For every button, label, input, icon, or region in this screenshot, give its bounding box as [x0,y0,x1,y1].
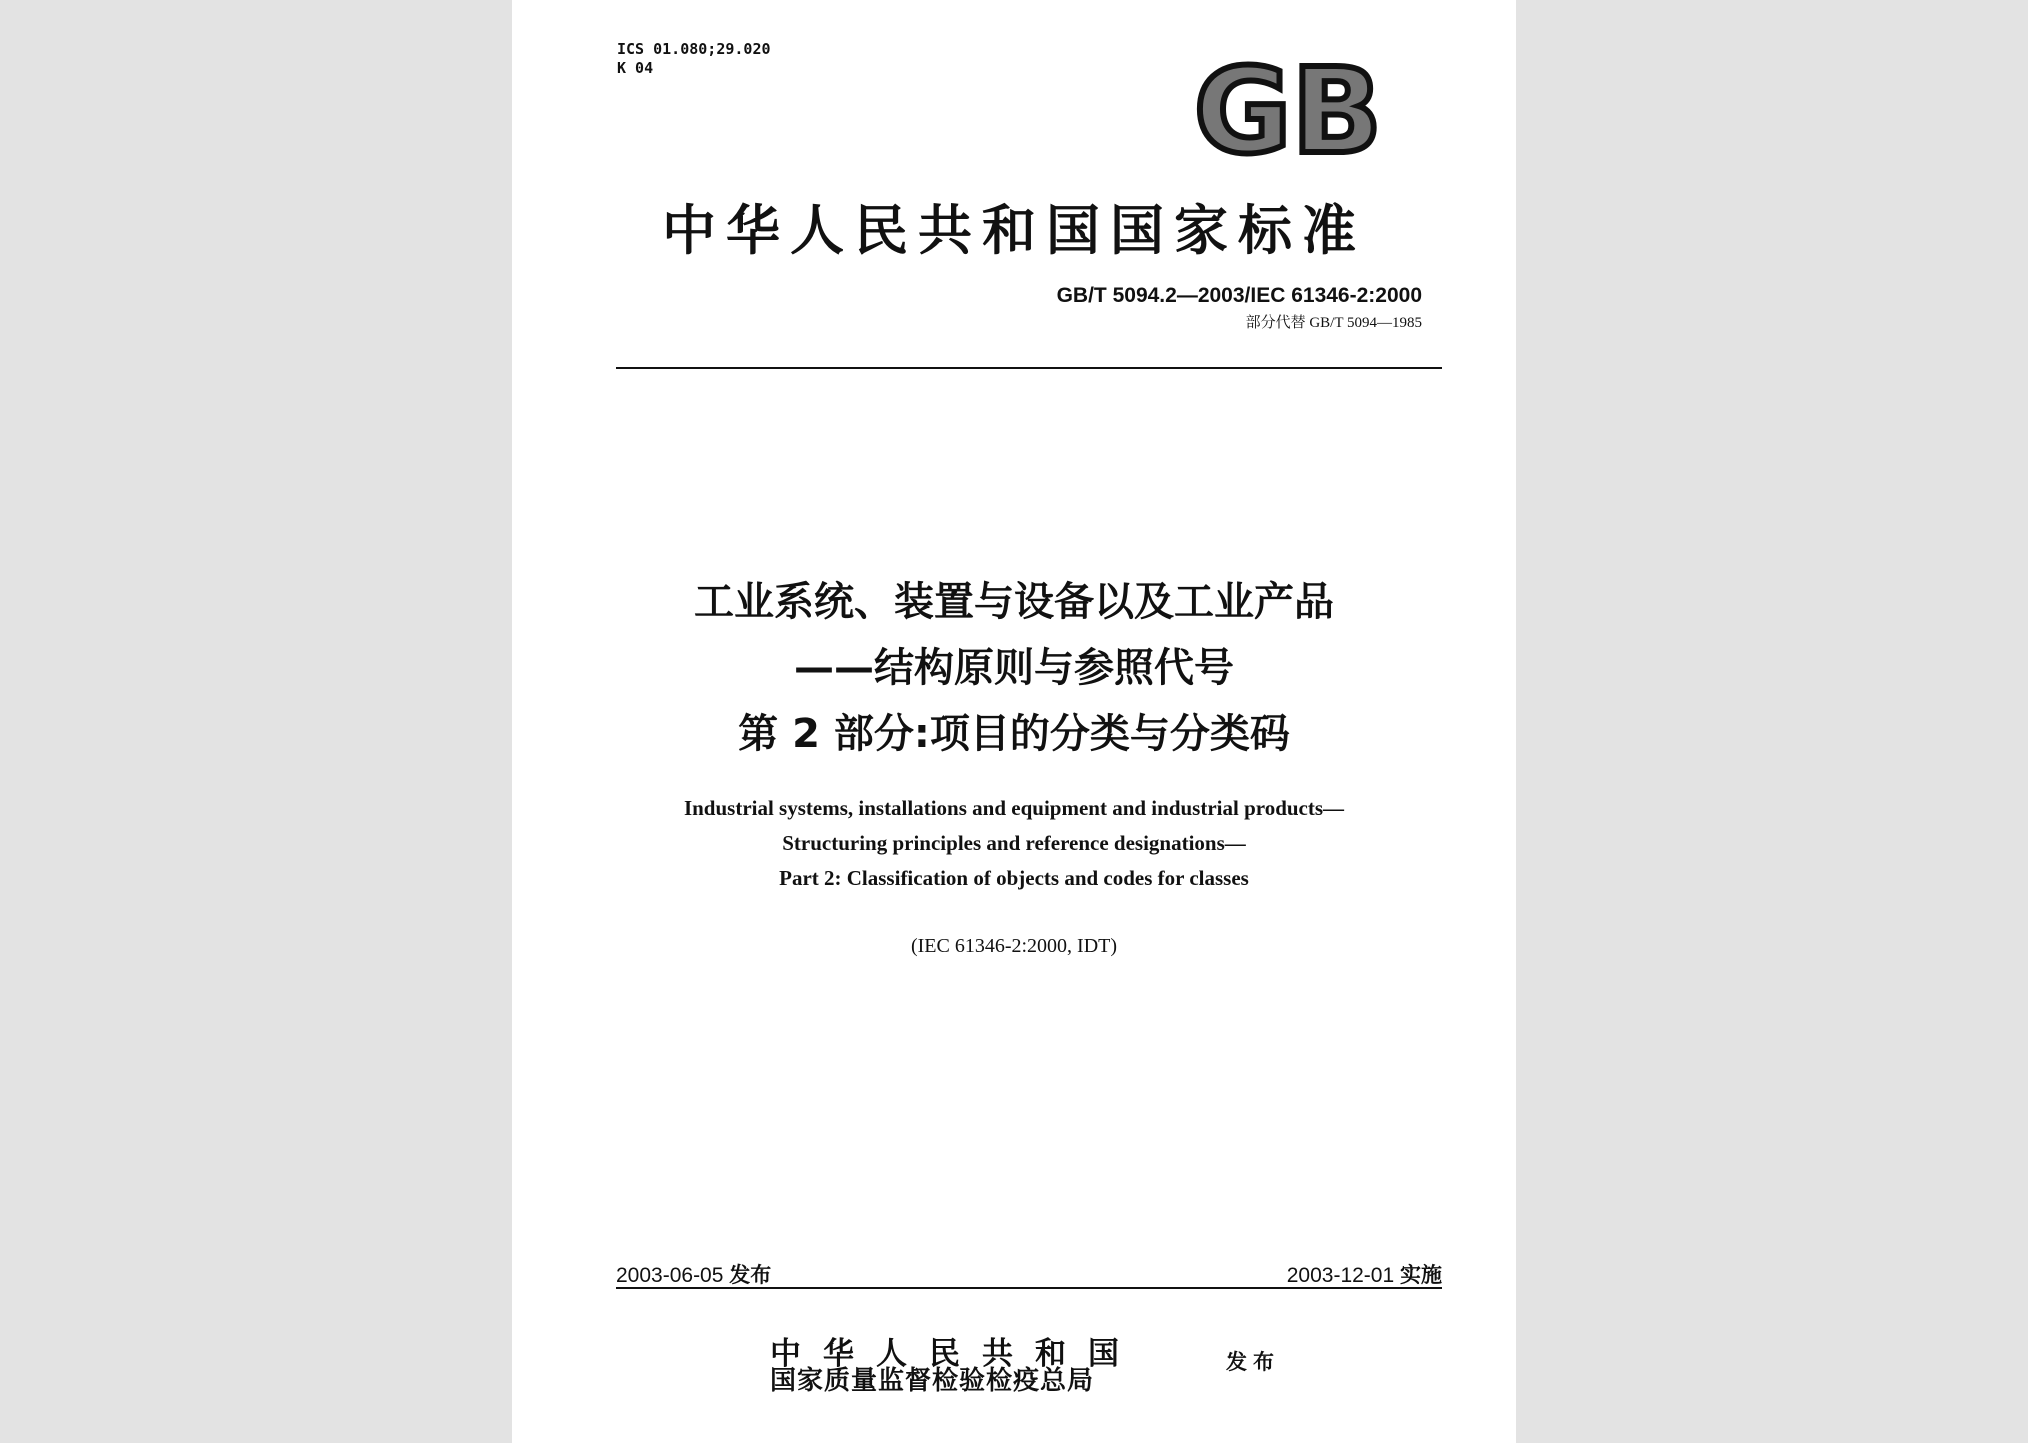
equivalence-note: (IEC 61346-2:2000, IDT) [910,935,1118,957]
title-cn-line1: 工业系统、装置与设备以及工业产品 [694,579,1334,625]
national-standard-title: 中华人民共和国国家标准 [662,198,1366,262]
publisher-action: 发布 [1226,1350,1280,1374]
ics-block [617,40,771,78]
issue-date-block [616,1259,771,1289]
issue-date: 2003-06-05 [616,1264,724,1287]
class-code: K 04 [617,59,654,77]
title-en-line2: Structuring principles and reference designations— [782,831,1246,855]
gb-logo-text: GB [1194,48,1382,162]
publisher-line2: 国家质量监督检验检疫总局 [770,1366,1095,1396]
publisher-line1: 中华人民共和国 [770,1336,1141,1372]
title-cn-line3: 第 2 部分:项目的分类与分类码 [738,711,1290,757]
header-divider [616,367,1442,369]
issue-label: 发布 [729,1263,772,1287]
effective-date: 2003-12-01 [1286,1264,1395,1287]
gb-logo [1188,48,1388,162]
footer-divider [616,1287,1442,1289]
effective-date-block [1287,1259,1442,1289]
standard-number: GB/T 5094.2—2003/IEC 61346-2:2000 [1056,284,1422,307]
replaces-note: 部分代替 GB/T 5094—1985 [1245,315,1422,331]
effective-label: 实施 [1400,1263,1442,1287]
document-page [512,0,1516,1443]
ics-code: ICS 01.080;29.020 [617,40,771,58]
title-en-line3: Part 2: Classification of objects and codes for classes [779,866,1249,890]
title-cn-line2: ——结构原则与参照代号 [794,645,1234,691]
title-en-line1: Industrial systems, installations and equipment and industrial products— [683,796,1345,820]
